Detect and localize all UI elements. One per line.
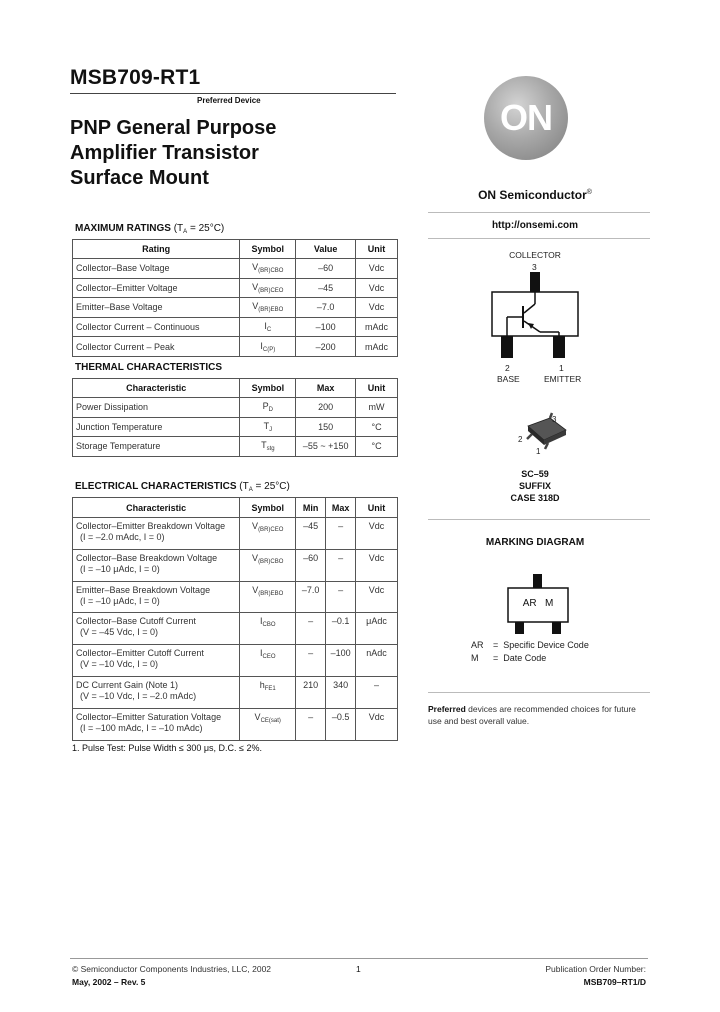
thermal-table	[72, 378, 398, 457]
package-line: SUFFIX	[518, 481, 551, 491]
unit-cell: °C	[356, 437, 398, 457]
symbol-cell: $P_D$	[240, 398, 296, 418]
legend-row	[471, 640, 589, 650]
characteristic-name: Collector–Emitter Saturation Voltage	[76, 711, 222, 722]
column-header: Unit	[356, 498, 398, 518]
pin-2-label: 2	[505, 363, 510, 373]
symbol-cell: $V_{(BR)CEO}$	[240, 518, 296, 550]
package-line: CASE 318D	[510, 493, 560, 503]
characteristic-name: DC Current Gain (Note 1)	[76, 679, 179, 690]
legend-sep: =	[493, 640, 499, 650]
table-row	[73, 613, 398, 645]
table-row	[73, 417, 398, 437]
website-link[interactable]: http://onsemi.com	[491, 220, 579, 231]
table-row	[73, 298, 398, 318]
column-header: Characteristic	[73, 498, 240, 518]
max-cell: 200	[296, 398, 356, 418]
value-cell: –45	[296, 278, 356, 298]
symbol-cell: $h_{FE1}$	[240, 676, 296, 708]
on-logo-text: ON	[500, 97, 552, 138]
marking-diagram-title: MARKING DIAGRAM	[485, 537, 585, 548]
table-row	[73, 676, 398, 708]
header-rule	[70, 93, 396, 94]
characteristic-name: Emitter–Base Breakdown Voltage	[76, 584, 211, 595]
table-row	[73, 259, 398, 279]
characteristic-cell: Power Dissipation	[73, 398, 240, 418]
legend-text: Date Code	[503, 653, 547, 663]
column-header: Characteristic	[73, 379, 240, 398]
unit-cell: mAdc	[356, 337, 398, 357]
min-cell: –45	[296, 518, 326, 550]
part-number: MSB709-RT1	[70, 66, 201, 89]
unit-cell: mAdc	[356, 317, 398, 337]
characteristic-cell	[73, 645, 240, 677]
symbol-cell: $T_J$	[240, 417, 296, 437]
min-cell: –7.0	[296, 581, 326, 613]
characteristic-cell	[73, 708, 240, 740]
unit-cell: Vdc	[356, 278, 398, 298]
table-row	[73, 518, 398, 550]
max-cell: –0.1	[326, 613, 356, 645]
rating-cell: Emitter–Base Voltage	[73, 298, 240, 318]
table-row	[73, 278, 398, 298]
column-header: Value	[296, 240, 356, 259]
unit-cell: Vdc	[356, 581, 398, 613]
rating-cell: Collector Current – Continuous	[73, 317, 240, 337]
legend-row	[471, 653, 546, 663]
marking-code: AR M	[522, 598, 554, 609]
test-condition: (V = –10 Vdc, I = –2.0 mAdc)	[80, 690, 197, 701]
max-ratings-table	[72, 239, 398, 357]
title-line: Amplifier Transistor	[70, 142, 259, 164]
copyright: © Semiconductor Components Industries, LLC, 2002	[72, 964, 272, 974]
table-row	[73, 437, 398, 457]
column-header: Max	[296, 379, 356, 398]
symbol-cell: $V_{(BR)CEO}$	[240, 278, 296, 298]
symbol-cell: $I_{CEO}$	[240, 645, 296, 677]
symbol-cell: $I_C$	[240, 317, 296, 337]
table-row	[73, 398, 398, 418]
characteristic-name: Collector–Emitter Cutoff Current	[76, 648, 204, 659]
max-cell: 150	[296, 417, 356, 437]
svg-text:2: 2	[518, 435, 523, 444]
unit-cell: mW	[356, 398, 398, 418]
characteristic-cell: Storage Temperature	[73, 437, 240, 457]
sidebar-rule	[428, 692, 650, 693]
rating-cell: Collector–Base Voltage	[73, 259, 240, 279]
preferred-device-label: Preferred Device	[197, 96, 261, 105]
characteristic-cell	[73, 581, 240, 613]
electrical-table	[72, 497, 398, 741]
package-line: SC–59	[521, 469, 549, 479]
svg-text:3: 3	[552, 415, 557, 424]
characteristic-cell: Junction Temperature	[73, 417, 240, 437]
table-row	[73, 337, 398, 357]
max-cell: 340	[326, 676, 356, 708]
table-header-row	[73, 240, 398, 259]
pin-3-label: 3	[532, 262, 537, 272]
min-cell: –	[296, 645, 326, 677]
max-cell: –0.5	[326, 708, 356, 740]
max-cell: –	[326, 518, 356, 550]
table-row	[73, 581, 398, 613]
characteristic-cell	[73, 676, 240, 708]
package-info	[430, 468, 640, 504]
value-cell: –100	[296, 317, 356, 337]
column-header: Symbol	[240, 240, 296, 259]
transistor-symbol	[488, 270, 582, 360]
company-name: ON Semiconductor®	[478, 188, 592, 202]
symbol-cell: $V_{(BR)CBO}$	[240, 259, 296, 279]
thermal-heading: THERMAL CHARACTERISTICS	[75, 362, 223, 373]
test-condition: (V = –45 Vdc, I = 0)	[80, 627, 159, 638]
column-header: Unit	[356, 240, 398, 259]
symbol-cell: $I_{CBO}$	[240, 613, 296, 645]
rating-cell: Collector–Emitter Voltage	[73, 278, 240, 298]
unit-cell: Vdc	[356, 259, 398, 279]
electrical-heading: ELECTRICAL CHARACTERISTICS $(T_A = 25^\circ C)$	[75, 481, 290, 493]
characteristic-name: Collector–Emitter Breakdown Voltage	[76, 521, 226, 531]
sc59-package-drawing	[514, 412, 574, 456]
test-condition: (I = –10 μAdc, I = 0)	[80, 595, 160, 606]
base-label: BASE	[497, 374, 520, 384]
column-header: Rating	[73, 240, 240, 259]
revision-date: May, 2002 – Rev. 5	[72, 977, 146, 987]
test-condition: (I = –100 mAdc, I = –10 mAdc)	[80, 722, 203, 733]
publication-number: MSB709–RT1/D	[583, 977, 646, 987]
column-header: Max	[326, 498, 356, 518]
characteristic-cell	[73, 613, 240, 645]
unit-cell: Vdc	[356, 708, 398, 740]
legend-sep: =	[493, 653, 499, 663]
min-cell: –	[296, 613, 326, 645]
characteristic-name: Collector–Base Cutoff Current	[76, 616, 196, 627]
symbol-cell: $V_{(BR)EBO}$	[240, 581, 296, 613]
sidebar-rule	[428, 519, 650, 520]
value-cell: –60	[296, 259, 356, 279]
footnote: 1. Pulse Test: Pulse Width ≤ 300 μs, D.C. ≤ 2%.	[72, 743, 262, 753]
unit-cell: –	[356, 676, 398, 708]
legend-key: M	[471, 653, 479, 663]
title-line: Surface Mount	[70, 167, 209, 189]
unit-cell: nAdc	[356, 645, 398, 677]
unit-cell: μAdc	[356, 613, 398, 645]
collector-label: COLLECTOR	[509, 250, 561, 260]
table-row	[73, 317, 398, 337]
table-row	[73, 708, 398, 740]
sidebar-rule	[428, 238, 650, 239]
test-condition: (V = –10 Vdc, I = 0)	[80, 659, 159, 670]
table-header-row	[73, 379, 398, 398]
max-ratings-heading: MAXIMUM RATINGS $(T_A = 25^\circ C)$	[75, 223, 225, 235]
max-cell: –	[326, 549, 356, 581]
value-cell: –7.0	[296, 298, 356, 318]
min-cell: –	[296, 708, 326, 740]
max-cell: –55 ~ +150	[296, 437, 356, 457]
page-title	[70, 116, 276, 191]
unit-cell: Vdc	[356, 298, 398, 318]
symbol-cell: $I_{C(P)}$	[240, 337, 296, 357]
table-row	[73, 645, 398, 677]
characteristic-cell	[73, 518, 240, 550]
column-header: Min	[296, 498, 326, 518]
test-condition: (I = –2.0 mAdc, I = 0)	[80, 532, 165, 542]
unit-cell: °C	[356, 417, 398, 437]
table-header-row	[73, 498, 398, 518]
sidebar-rule	[428, 212, 650, 213]
table-row	[73, 549, 398, 581]
title-line: PNP General Purpose	[70, 117, 277, 139]
page-number: 1	[356, 964, 361, 974]
symbol-cell: $V_{CE(sat)}$	[240, 708, 296, 740]
characteristic-name: Collector–Base Breakdown Voltage	[76, 552, 218, 563]
symbol-cell: $V_{(BR)EBO}$	[240, 298, 296, 318]
unit-cell: Vdc	[356, 549, 398, 581]
characteristic-cell	[73, 549, 240, 581]
preferred-note: Preferred devices are recommended choices for future use and best overall value.	[428, 704, 636, 726]
max-cell: –100	[326, 645, 356, 677]
test-condition: (I = –10 μAdc, I = 0)	[80, 563, 160, 574]
min-cell: –60	[296, 549, 326, 581]
footer-rule	[70, 958, 648, 959]
column-header: Unit	[356, 379, 398, 398]
max-cell: –	[326, 581, 356, 613]
column-header: Symbol	[240, 498, 296, 518]
pin-1-label: 1	[559, 363, 564, 373]
value-cell: –200	[296, 337, 356, 357]
rating-cell: Collector Current – Peak	[73, 337, 240, 357]
legend-text: Specific Device Code	[503, 640, 589, 650]
publication-label: Publication Order Number:	[545, 964, 646, 974]
min-cell: 210	[296, 676, 326, 708]
column-header: Symbol	[240, 379, 296, 398]
svg-text:1: 1	[536, 447, 541, 456]
unit-cell: Vdc	[356, 518, 398, 550]
legend-key: AR	[471, 640, 484, 650]
symbol-cell: $V_{(BR)CBO}$	[240, 549, 296, 581]
emitter-label: EMITTER	[544, 374, 582, 384]
symbol-cell: $T_{stg}$	[240, 437, 296, 457]
